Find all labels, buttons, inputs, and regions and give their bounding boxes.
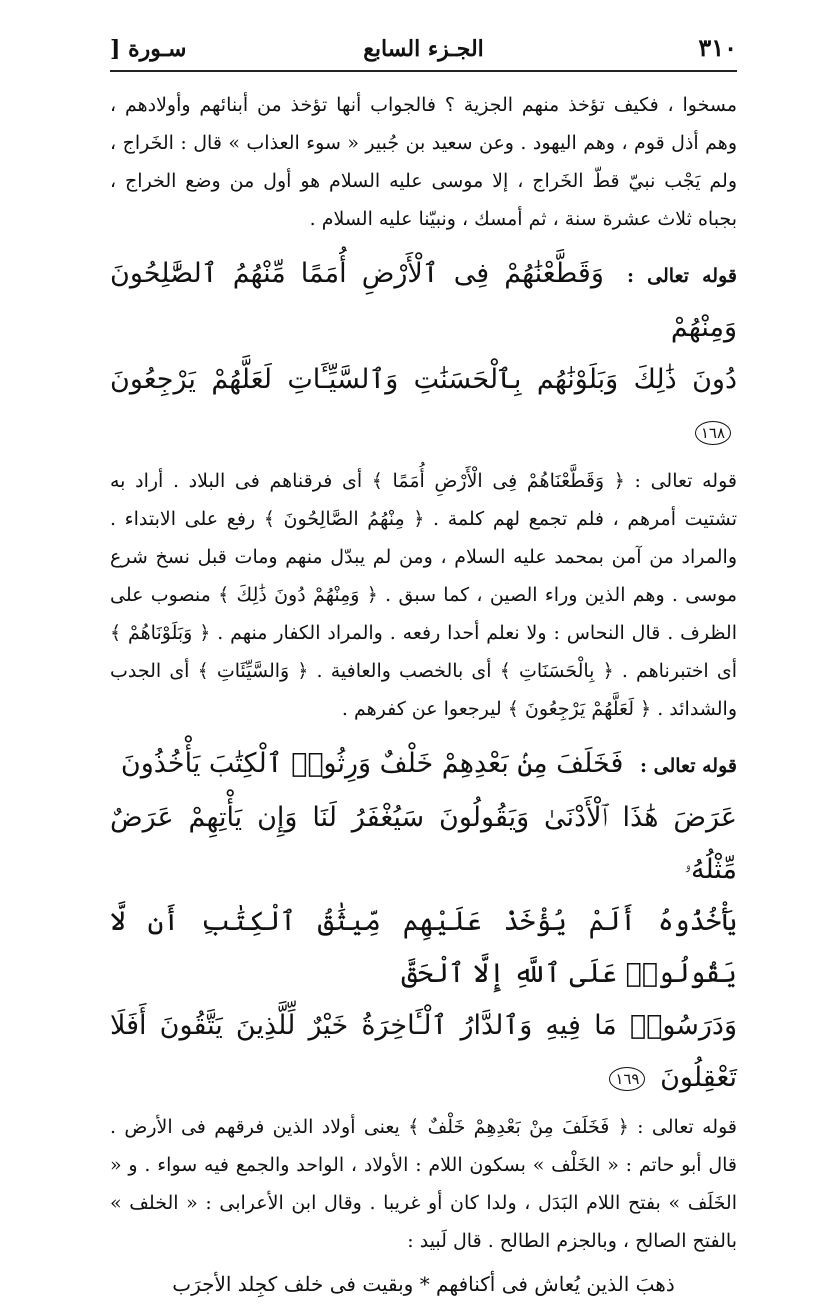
commentary-paragraph: قوله تعالى : ﴿ فَخَلَفَ مِنْ بَعْدِهِمْ خَلْفٌ ﴾ يعنى أولاد الذين فرقهم فى الأرض . قال أبو حاتم : « الخَلْف » بسكون اللام : الأولاد ، الواحد والجمع فيه سواء . و « الخَلَف » بفتح اللام البَدَل ، ولدا كان أو غريبا . وقال ابن الأعرابى : « الخلف » بالفتح الصالح ، وبالجزم الطالح . قال لَبيد :: [110, 1116, 737, 1252]
verse-text: وَدَرَسُوا۟ مَا فِيهِ وَٱلدَّارُ ٱلْـَٔاخِرَةُ خَيْرٌ لِّلَّذِينَ يَتَّقُونَ أَفَلَا تَعْقِلُونَ: [110, 1010, 737, 1093]
page-header: [110, 28, 737, 72]
verse-line: [110, 248, 737, 354]
verse-line: [110, 896, 737, 1000]
page-content: [110, 86, 737, 1304]
verse-text: فَخَلَفَ مِنۢ بَعْدِهِمْ خَلْفٌ وَرِثُوا۟ ٱلْكِتَٰبَ يَأْخُذُونَ: [120, 748, 624, 779]
juz-title: الجـزء السابع: [363, 36, 484, 62]
surah-label: سـورة [: [110, 36, 187, 62]
verse-text: وَقَطَّعْنَٰهُمْ فِى ٱلْأَرْضِ أُمَمًا مِّنْهُمُ ٱلصَّٰلِحُونَ وَمِنْهُمْ: [110, 258, 737, 343]
verse-text: دُونَ ذَٰلِكَ وَبَلَوْنَٰهُم بِٱلْحَسَنَٰتِ وَٱلسَّيِّـَٔاتِ لَعَلَّهُمْ يَرْجِعُونَ: [110, 364, 737, 395]
verse-lead: قوله تعالى :: [626, 265, 737, 287]
verse-line: [110, 738, 737, 792]
verse-line: [110, 354, 737, 458]
page-number: ٣١٠: [698, 33, 737, 62]
quran-verse-169: [110, 738, 737, 1104]
intro-paragraph: مسخوا ، فكيف تؤخذ منهم الجزية ؟ فالجواب أنها تؤخذ من أبنائهم وأولادهم ، وهم أذل قوم ، وهم اليهود . وعن سعيد بن جُبير « سوء العذاب » قال : الخَراج ، ولم يَجْب نبيّ قطّ الخَراج ، إلا موسى عليه السلام هو أول من وضع الخراج ، بجباه ثلاث عشرة سنة ، ثم أمسك ، ونبيّنا عليه السلام .: [110, 94, 737, 230]
verse-line: [110, 792, 737, 896]
ayah-number-marker: ١٦٩: [609, 1067, 645, 1091]
verse-lead: قوله تعالى :: [640, 755, 737, 777]
verse-text: عَرَضَ هَٰذَا ٱلْأَدْنَىٰ وَيَقُولُونَ سَيُغْفَرُ لَنَا وَإِن يَأْتِهِمْ عَرَضٌ مِّثْلُهُۥ: [110, 802, 737, 885]
ayah-number-marker: ١٦٨: [695, 421, 731, 445]
verse-line: [110, 1000, 737, 1104]
quran-verse-168: [110, 248, 737, 458]
commentary-paragraph: قوله تعالى : ﴿ وَقَطَّعْنَاهُمْ فِى الْأَرْضِ أُمَمًا ﴾ أى فرقناهم فى البلاد . أراد به تشتيت أمرهم ، فلم تجمع لهم كلمة . ﴿ مِنْهُمُ الصَّالِحُونَ ﴾ رفع على الابتداء . والمراد من آمن بمحمد عليه السلام ، ومن لم يبدّل منهم ومات قبل نسخ شرع موسى . وهم الذين وراء الصين ، كما سبق . ﴿ وَمِنْهُمْ دُونَ ذَٰلِكَ ﴾ منصوب على الظرف . قال النحاس : ولا نعلم أحدا رفعه . والمراد الكفار منهم . ﴿ وَبَلَوْنَاهُمْ ﴾ أى اختبرناهم . ﴿ بِالْحَسَنَاتِ ﴾ أى بالخصب والعافية . ﴿ وَالسَّيِّئَاتِ ﴾ أى الجدب والشدائد . ﴿ لَعَلَّهُمْ يَرْجِعُونَ ﴾ ليرجعوا عن كفرهم .: [110, 470, 737, 720]
poem-verse: ذهبَ الذين يُعاش فى أكنافهم * وبقيت فى خلف كجِلد الأجرَب: [172, 1272, 675, 1296]
verse-text: يَأْخُذُوهُ أَلَمْ يُؤْخَذْ عَلَيْهِم مِّيثَٰقُ ٱلْكِتَٰبِ أَن لَّا يَقُولُوا۟ عَلَى ٱللَّهِ إِلَّا ٱلْحَقَّ: [110, 906, 737, 989]
